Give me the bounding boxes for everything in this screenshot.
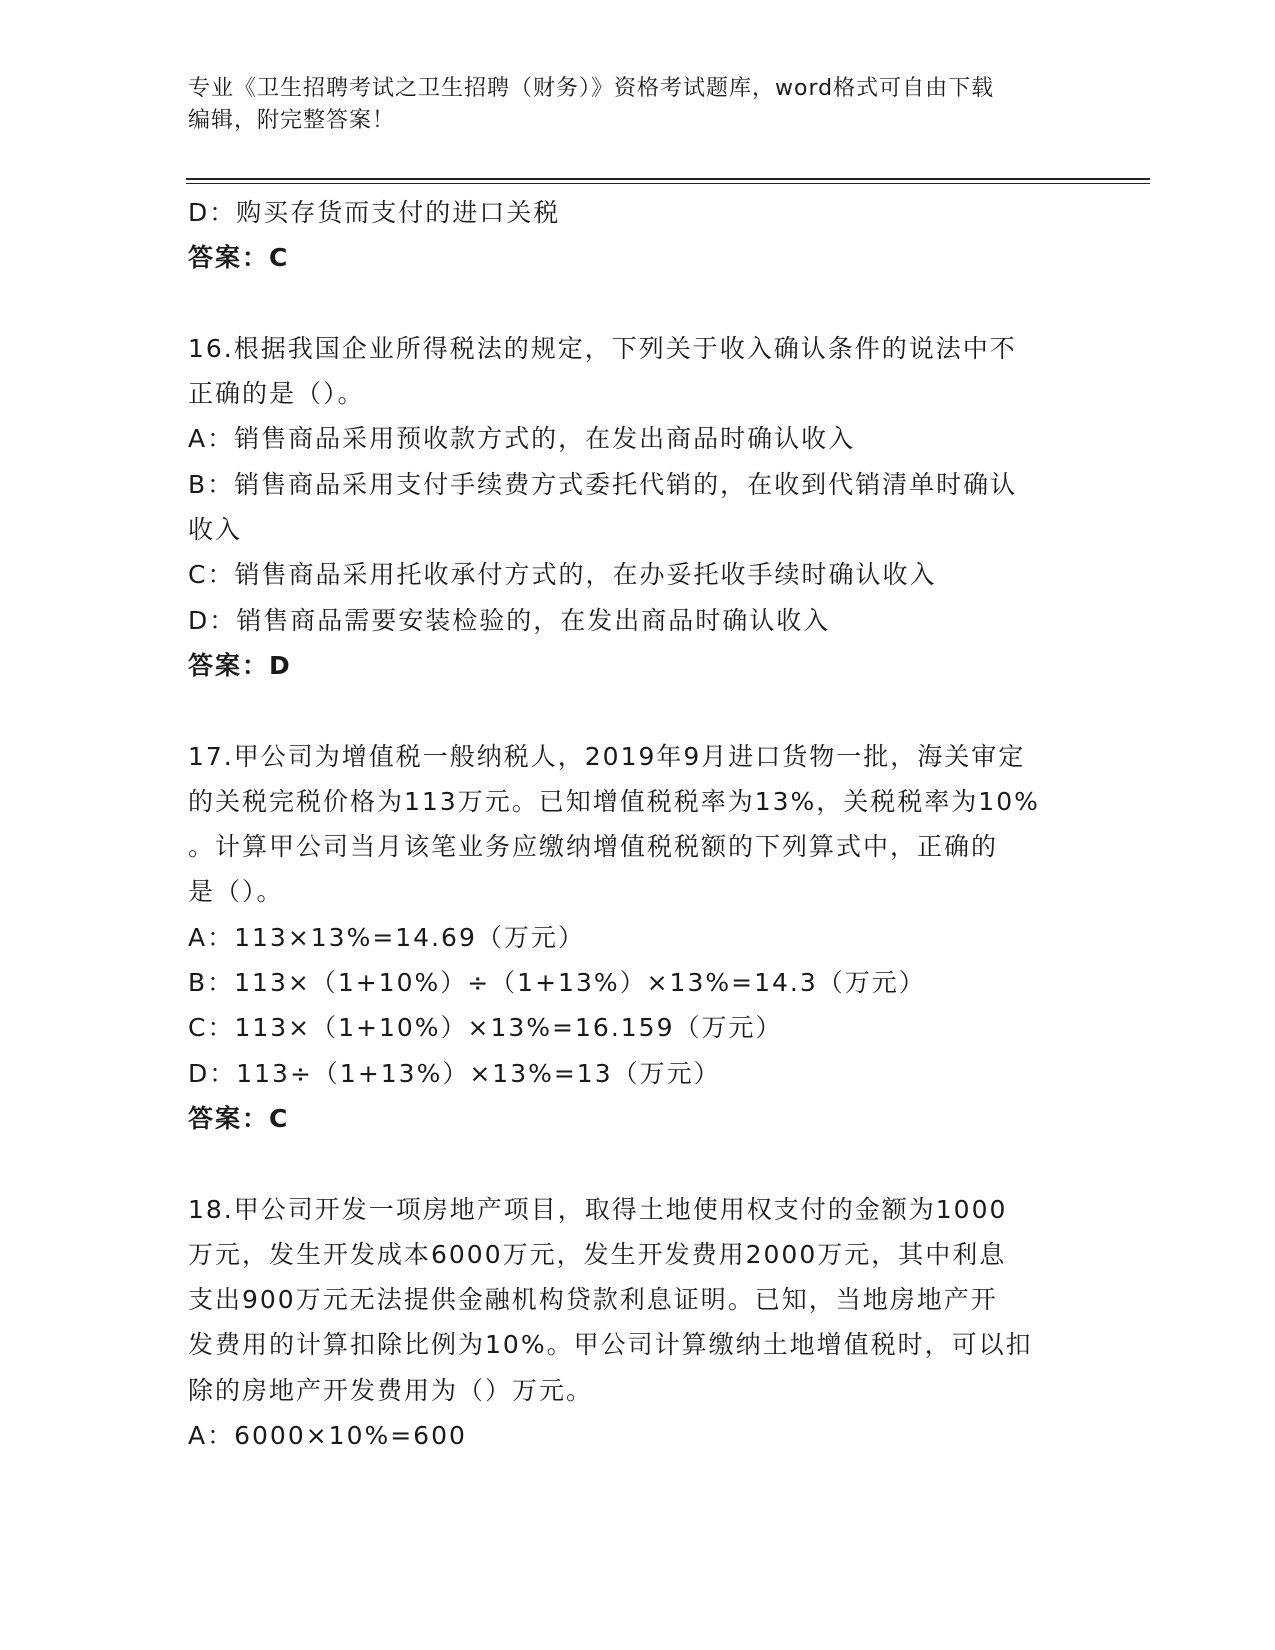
prev-answer: 答案：C (188, 243, 290, 273)
question-18 (188, 1187, 1088, 1459)
q16-answer: 答案：D (188, 650, 292, 680)
q18-stem-line-5: 除的房地产开发费用为（）万元。 (188, 1375, 594, 1405)
header-line-1: 专业《卫生招聘考试之卫生招聘（财务）》资格考试题库，word格式可自由下载 (188, 76, 995, 101)
q16-option-b-line-2: 收入 (188, 515, 243, 545)
header-line-2: 编辑，附完整答案！ (188, 108, 396, 133)
q17-stem-line-2: 的关税完税价格为113万元。已知增值税税率为13%，关税税率为10% (188, 786, 1040, 816)
question-17 (188, 734, 1088, 1142)
q16-option-c: C：销售商品采用托收承付方式的，在办妥托收手续时确认收入 (188, 560, 937, 590)
q17-stem-line-1: 17.甲公司为增值税一般纳税人，2019年9月进口货物一批，海关审定 (188, 741, 1026, 771)
spacer (188, 281, 1088, 326)
spacer (188, 688, 1088, 733)
q18-stem-line-1: 18.甲公司开发一项房地产项目，取得土地使用权支付的金额为1000 (188, 1194, 1008, 1224)
prev-option-d: D：购买存货而支付的进口关税 (188, 198, 561, 227)
q16-option-a: A：销售商品采用预收款方式的，在发出商品时确认收入 (188, 424, 856, 454)
q18-stem-line-3: 支出900万元无法提供金融机构贷款利息证明。已知，当地房地产开 (188, 1285, 998, 1315)
q18-stem-line-2: 万元，发生开发成本6000万元，发生开发费用2000万元，其中利息 (188, 1239, 1007, 1269)
q16-stem-line-2: 正确的是（）。 (188, 379, 365, 409)
question-16 (188, 326, 1088, 688)
q18-stem-line-4: 发费用的计算扣除比例为10%。甲公司计算缴纳土地增值税时，可以扣 (188, 1330, 1033, 1360)
q16-option-b-line-1: B：销售商品采用支付手续费方式委托代销的，在收到代销清单时确认 (188, 469, 1018, 499)
spacer (188, 1141, 1088, 1186)
q16-stem-line-1: 16.根据我国企业所得税法的规定，下列关于收入确认条件的说法中不 (188, 333, 1017, 363)
header-rule-thick (186, 178, 1150, 180)
q17-option-a: A：113×13%=14.69（万元） (188, 922, 585, 952)
page-header (188, 73, 1088, 137)
q17-option-c: C：113×（1+10%）×13%=16.159（万元） (188, 1013, 783, 1043)
q17-option-b: B：113×（1+10%）÷（1+13%）×13%=14.3（万元） (188, 968, 926, 998)
q17-answer: 答案：C (188, 1103, 290, 1133)
q18-option-a: A：6000×10%=600 (188, 1421, 467, 1451)
q17-option-d: D：113÷（1+13%）×13%=13（万元） (188, 1058, 721, 1088)
page-content (188, 190, 1088, 1458)
q17-stem-line-4: 是（）。 (188, 877, 284, 907)
q16-option-d: D：销售商品需要安装检验的，在发出商品时确认收入 (188, 605, 831, 635)
header-rule-thin (186, 183, 1150, 184)
q17-stem-line-3: 。计算甲公司当月该笔业务应缴纳增值税税额的下列算式中，正确的 (188, 832, 999, 862)
